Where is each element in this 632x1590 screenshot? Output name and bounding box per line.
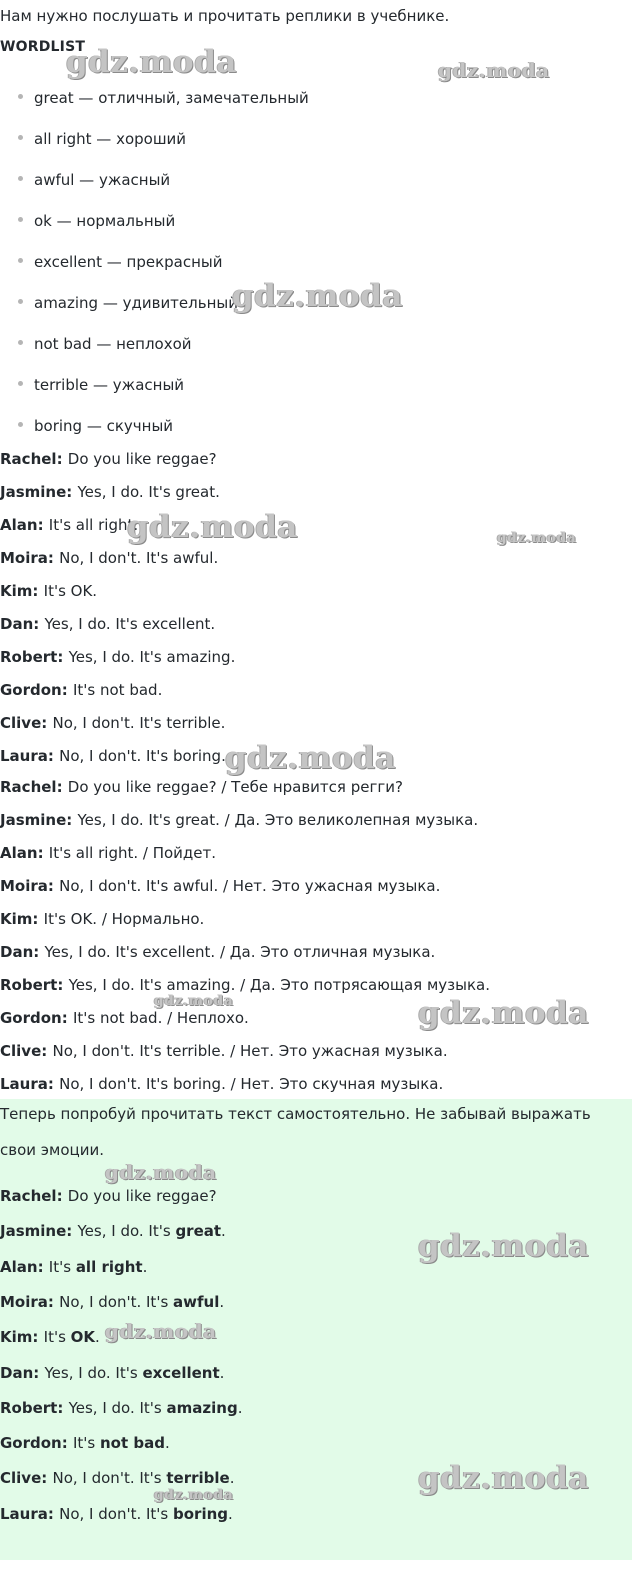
speaker-name: Jasmine [0, 1222, 67, 1241]
practice-text-end: . [219, 1292, 225, 1311]
bullet-icon [18, 299, 23, 304]
emotion-word: terrible [166, 1469, 230, 1488]
watermark-logo: gdz.moda [418, 1460, 589, 1496]
speaker-name: Dan [0, 943, 34, 961]
wordlist-item-text: amazing — удивительный [34, 294, 238, 312]
practice-instruction: Теперь попробуй прочитать текст самостоятельно. Не забывай выражать [0, 1105, 591, 1123]
wordlist-item [18, 376, 184, 394]
speaker-name: Laura [0, 747, 48, 765]
wordlist-item-text: not bad — неплохой [34, 335, 192, 353]
practice-line: Clive: No, I don't. It's terrible. [0, 1469, 235, 1488]
dialogue-line: Alan: It's all right. [0, 516, 139, 534]
speaker-name: Moira [0, 877, 48, 895]
speaker-name: Laura [0, 1075, 48, 1093]
bullet-icon [18, 94, 23, 99]
dialogue-text: No, I don't. It's terrible. [52, 714, 226, 732]
dialogue-text: It's all right. [48, 516, 139, 534]
wordlist-item [18, 89, 309, 107]
wordlist-item-text: terrible — ужасный [34, 376, 185, 394]
translation-text: It's OK. / Нормально. [43, 910, 205, 928]
watermark-logo: gdz.moda [105, 1319, 217, 1343]
practice-text-end: . [229, 1469, 235, 1488]
practice-text: It's [72, 1434, 100, 1453]
practice-text-end: . [221, 1222, 226, 1241]
dialogue-text: Yes, I do. It's amazing. [68, 648, 236, 666]
speaker-name: Clive [0, 714, 42, 732]
translation-line: Alan: It's all right. / Пойдет. [0, 844, 217, 862]
dialogue-text: It's OK. [43, 582, 98, 600]
translation-line: Kim: It's OK. / Нормально. [0, 910, 205, 928]
translation-text: No, I don't. It's boring. / Нет. Это скучная музыка. [59, 1075, 444, 1093]
practice-line: Gordon: It's not bad. [0, 1434, 170, 1453]
wordlist-item-text: boring — скучный [34, 417, 174, 435]
dialogue-line: Clive: No, I don't. It's terrible. [0, 714, 226, 732]
wordlist-item-text: ok — нормальный [34, 212, 176, 230]
translation-text: Yes, I do. It's great. / Да. Это великолепная музыка. [77, 811, 479, 829]
dialogue-line: Kim: It's OK. [0, 582, 98, 600]
watermark-logo: gdz.moda [154, 993, 234, 1009]
dialogue-line: Dan: Yes, I do. It's excellent. [0, 615, 216, 633]
dialogue-line: Laura: No, I don't. It's boring. [0, 747, 226, 765]
bullet-icon [18, 258, 23, 263]
practice-text-end: . [164, 1434, 170, 1453]
dialogue-text: It's not bad. [72, 681, 163, 699]
wordlist-item [18, 335, 192, 353]
translation-text: No, I don't. It's terrible. / Нет. Это ужасная музыка. [52, 1042, 448, 1060]
dialogue-text: Yes, I do. It's excellent. [44, 615, 216, 633]
practice-text: No, I don't. It's [59, 1504, 174, 1523]
translation-text: Do you like reggae? / Тебе нравится регги? [67, 778, 403, 796]
practice-text-end: . [142, 1257, 148, 1276]
translation-line: Laura: No, I don't. It's boring. / Нет. Это скучная музыка. [0, 1075, 444, 1093]
emotion-word: excellent [142, 1363, 220, 1382]
wordlist-item [18, 212, 175, 230]
wordlist-item [18, 130, 186, 148]
practice-text: No, I don't. It's [52, 1469, 167, 1488]
dialogue-line: Robert: Yes, I do. It's amazing. [0, 648, 236, 666]
speaker-name: Rachel [0, 778, 57, 796]
wordlist-item-text: excellent — прекрасный [34, 253, 223, 271]
bullet-icon [18, 135, 23, 140]
speaker-name: Jasmine [0, 483, 67, 501]
practice-text: Yes, I do. It's [44, 1363, 143, 1382]
practice-line: Moira: No, I don't. It's awful. [0, 1292, 225, 1311]
translation-line: Rachel: Do you like reggae? / Тебе нравится регги? [0, 778, 403, 796]
speaker-name: Rachel [0, 1187, 57, 1205]
practice-text: Yes, I do. It's [68, 1398, 167, 1417]
watermark-logo: gdz.moda [105, 1160, 217, 1184]
speaker-name: Alan [0, 516, 38, 534]
speaker-name: Robert [0, 976, 58, 994]
practice-line: Laura: No, I don't. It's boring. [0, 1504, 233, 1523]
translation-line: Clive: No, I don't. It's terrible. / Нет. Это ужасная музыка. [0, 1042, 448, 1060]
emotion-word: great [175, 1222, 222, 1241]
watermark-logo: gdz.moda [225, 740, 396, 776]
practice-text-end: . [228, 1504, 233, 1523]
speaker-name: Moira [0, 1292, 48, 1311]
emotion-word: all right [75, 1257, 143, 1276]
speaker-name: Laura [0, 1504, 48, 1523]
translation-text: Yes, I do. It's excellent. / Да. Это отличная музыка. [44, 943, 436, 961]
translation-line: Robert: Yes, I do. It's amazing. / Да. Это потрясающая музыка. [0, 976, 491, 994]
emotion-word: boring [173, 1504, 229, 1523]
speaker-name: Moira [0, 549, 48, 567]
practice-line: Alan: It's all right. [0, 1257, 148, 1276]
emotion-word: OK [70, 1328, 96, 1347]
intro-text: Нам нужно послушать и прочитать реплики в учебнике. [0, 7, 450, 25]
speaker-name: Clive [0, 1042, 42, 1060]
speaker-name: Clive [0, 1469, 42, 1488]
speaker-name: Kim [0, 582, 33, 600]
speaker-name: Gordon [0, 681, 62, 699]
bullet-icon [18, 381, 23, 386]
dialogue-text: No, I don't. It's boring. [59, 747, 226, 765]
dialogue-text: No, I don't. It's awful. [59, 549, 219, 567]
bullet-icon [18, 340, 23, 345]
watermark-logo: gdz.moda [232, 278, 403, 314]
wordlist-item [18, 417, 173, 435]
dialogue-text: Yes, I do. It's great. [77, 483, 220, 501]
speaker-name: Alan [0, 844, 38, 862]
speaker-name: Dan [0, 615, 34, 633]
watermark-logo: gdz.moda [418, 1228, 589, 1264]
wordlist-item-text: awful — ужасный [34, 171, 171, 189]
watermark-logo: gdz.moda [438, 58, 550, 82]
wordlist-item [18, 253, 223, 271]
watermark-logo: gdz.moda [497, 530, 577, 546]
practice-text: It's [43, 1328, 71, 1347]
practice-text: No, I don't. It's [59, 1292, 174, 1311]
dialogue-line: Moira: No, I don't. It's awful. [0, 549, 219, 567]
emotion-word: not bad [100, 1434, 165, 1453]
speaker-name: Alan [0, 1257, 38, 1276]
wordlist-item [18, 171, 170, 189]
practice-text-end: . [237, 1398, 243, 1417]
watermark-logo: gdz.moda [127, 509, 298, 545]
translation-text: No, I don't. It's awful. / Нет. Это ужасная музыка. [59, 877, 441, 895]
translation-line: Gordon: It's not bad. / Неплохо. [0, 1009, 249, 1027]
watermark-logo: gdz.moda [66, 44, 237, 80]
translation-line: Jasmine: Yes, I do. It's great. / Да. Это великолепная музыка. [0, 811, 479, 829]
speaker-name: Gordon [0, 1434, 62, 1453]
emotion-word: awful [173, 1292, 220, 1311]
bullet-icon [18, 176, 23, 181]
watermark-logo: gdz.moda [154, 1487, 234, 1503]
speaker-name: Robert [0, 648, 58, 666]
dialogue-line: Jasmine: Yes, I do. It's great. [0, 483, 220, 501]
watermark-logo: gdz.moda [418, 995, 589, 1031]
wordlist-item-text: great — отличный, замечательный [34, 89, 309, 107]
emotion-word: amazing [166, 1398, 238, 1417]
bullet-icon [18, 422, 23, 427]
dialogue-line: Rachel: Do you like reggae? [0, 450, 217, 468]
translation-text: Yes, I do. It's amazing. / Да. Это потрясающая музыка. [68, 976, 491, 994]
dialogue-text: Do you like reggae? [67, 450, 217, 468]
practice-line: Robert: Yes, I do. It's amazing. [0, 1398, 243, 1417]
speaker-name: Kim [0, 910, 33, 928]
practice-instruction-cont: свои эмоции. [0, 1141, 104, 1159]
speaker-name: Rachel [0, 450, 57, 468]
practice-line: Rachel: Do you like reggae? [0, 1187, 217, 1205]
practice-text: Do you like reggae? [67, 1187, 217, 1205]
wordlist-title: WORDLIST [0, 39, 86, 55]
practice-text-end: . [219, 1363, 225, 1382]
speaker-name: Robert [0, 1398, 58, 1417]
practice-text: It's [48, 1257, 76, 1276]
speaker-name: Gordon [0, 1009, 62, 1027]
translation-line: Moira: No, I don't. It's awful. / Нет. Это ужасная музыка. [0, 877, 441, 895]
wordlist-item-text: all right — хороший [34, 130, 187, 148]
translation-text: It's not bad. / Неплохо. [72, 1009, 249, 1027]
practice-line: Dan: Yes, I do. It's excellent. [0, 1363, 225, 1382]
wordlist-item [18, 294, 238, 312]
practice-text-end: . [95, 1328, 100, 1347]
translation-line: Dan: Yes, I do. It's excellent. / Да. Это отличная музыка. [0, 943, 436, 961]
practice-line: Kim: It's OK. [0, 1328, 100, 1347]
speaker-name: Dan [0, 1363, 34, 1382]
translation-text: It's all right. / Пойдет. [48, 844, 217, 862]
practice-line: Jasmine: Yes, I do. It's great. [0, 1222, 226, 1241]
bullet-icon [18, 217, 23, 222]
speaker-name: Kim [0, 1328, 33, 1347]
speaker-name: Jasmine [0, 811, 67, 829]
practice-text: Yes, I do. It's [77, 1222, 176, 1241]
dialogue-line: Gordon: It's not bad. [0, 681, 163, 699]
